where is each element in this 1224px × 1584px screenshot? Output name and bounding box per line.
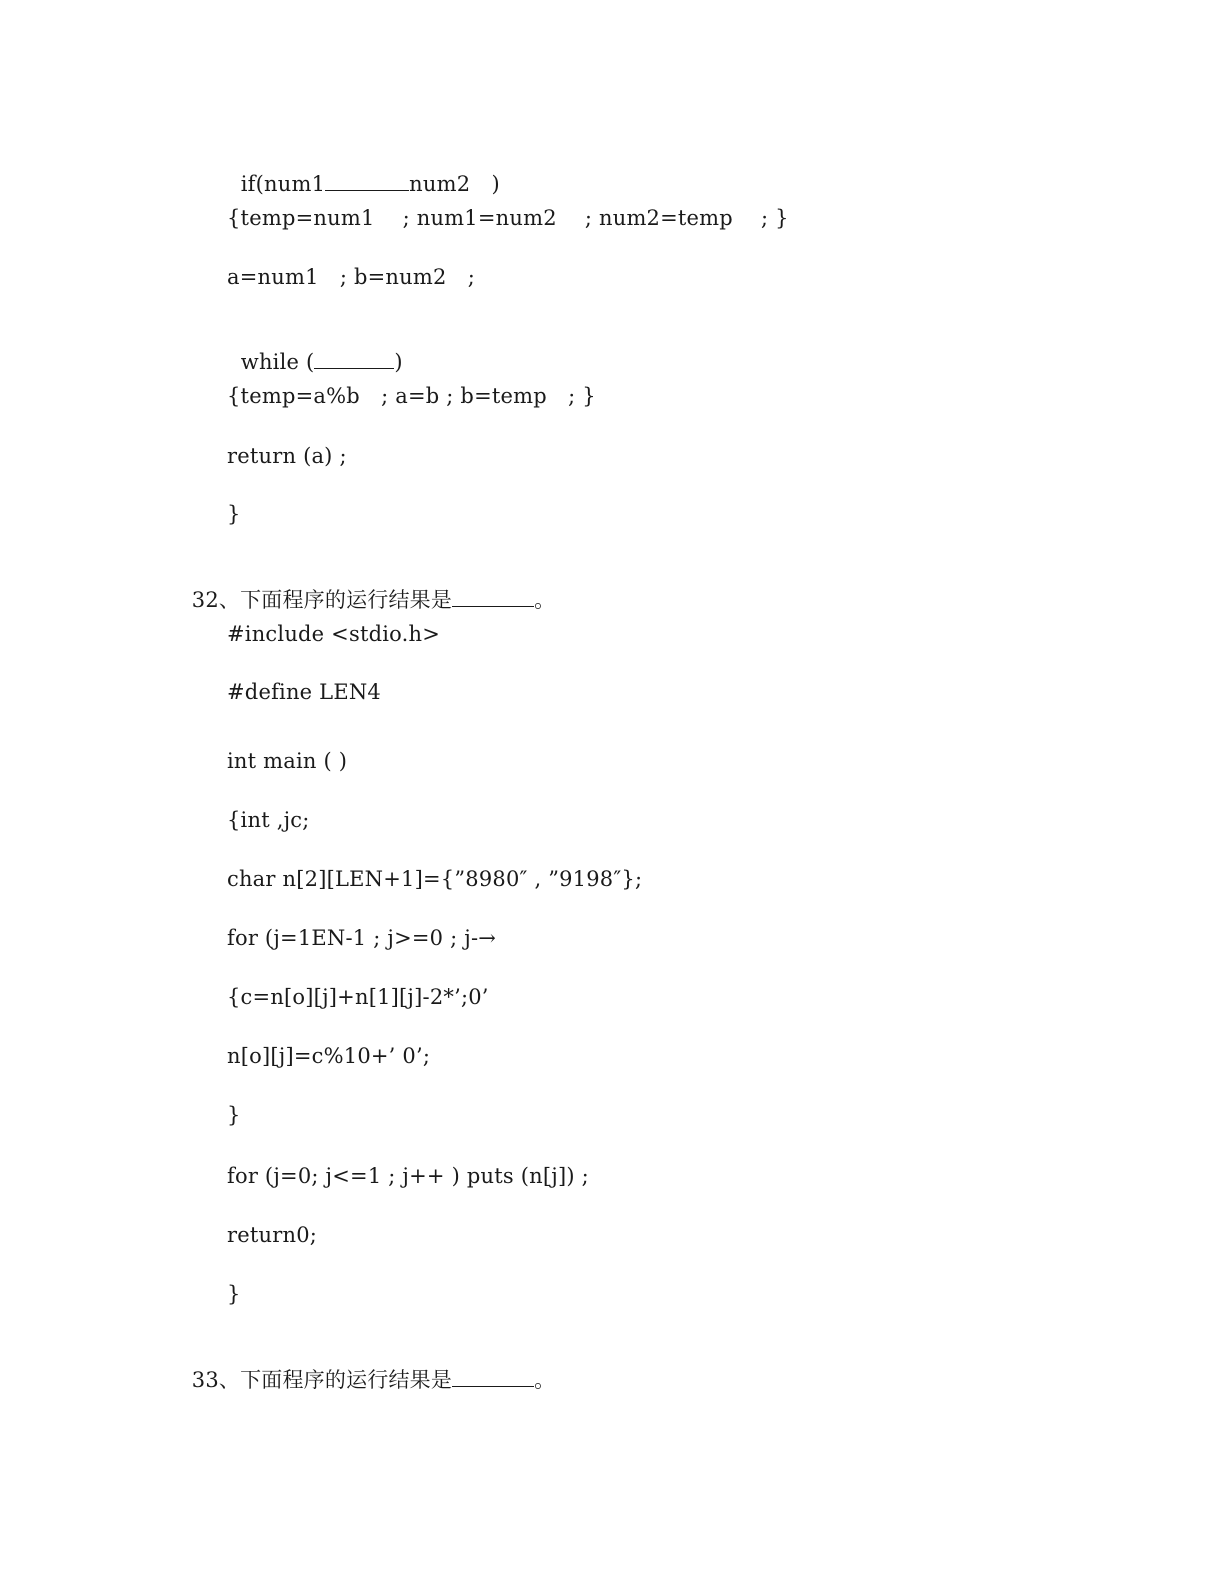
code-text: ) — [394, 350, 403, 374]
code-line-decl: {int ,jc; — [227, 808, 310, 832]
code-line-return0: return0; — [227, 1223, 318, 1247]
question-32 — [178, 564, 555, 611]
code-line-char-array: char n[2][LEN+1]={”8980″ , ”9198″}; — [227, 867, 643, 891]
code-line-for-2: for (j=0; j<=1 ; j++ ) puts (n[j]) ; — [227, 1164, 589, 1188]
code-line-for-1: for (j=1EN-1 ; j>=0 ; j-→ — [227, 926, 497, 950]
code-line-define: #define LEN4 — [227, 680, 381, 704]
code-line-main: int main ( ) — [227, 749, 348, 773]
code-line-while — [227, 326, 403, 373]
code-line-calc: {c=n[o][j]+n[1][j]-2*’;0’ — [227, 985, 489, 1009]
answer-blank — [452, 1365, 534, 1387]
code-line-digit-assign: n[o][j]=c%10+’ 0’; — [227, 1044, 431, 1068]
code-line-swap: {temp=num1 ; num1=num2 ; num2=temp ; } — [227, 206, 789, 230]
code-text: if(num1 — [240, 172, 326, 196]
question-suffix: 。 — [534, 588, 556, 612]
code-line-include: #include <stdio.h> — [227, 622, 441, 646]
code-line-loop-body: {temp=a%b ; a=b ; b=temp ; } — [227, 384, 596, 408]
question-33 — [178, 1344, 555, 1391]
code-line-close: } — [227, 502, 241, 526]
question-prompt: 33、下面程序的运行结果是 — [191, 1368, 453, 1392]
code-line-return: return (a) ; — [227, 444, 347, 468]
code-line-if — [227, 148, 500, 195]
fill-in-blank — [325, 169, 409, 191]
answer-blank — [452, 585, 534, 607]
code-line-assign: a=num1 ; b=num2 ; — [227, 265, 476, 289]
question-suffix: 。 — [534, 1368, 556, 1392]
code-line-close-main: } — [227, 1282, 241, 1306]
code-text: while ( — [240, 350, 315, 374]
question-prompt: 32、下面程序的运行结果是 — [191, 588, 453, 612]
code-text: num2 ) — [409, 172, 500, 196]
fill-in-blank — [314, 347, 394, 369]
code-line-close-loop: } — [227, 1103, 241, 1127]
